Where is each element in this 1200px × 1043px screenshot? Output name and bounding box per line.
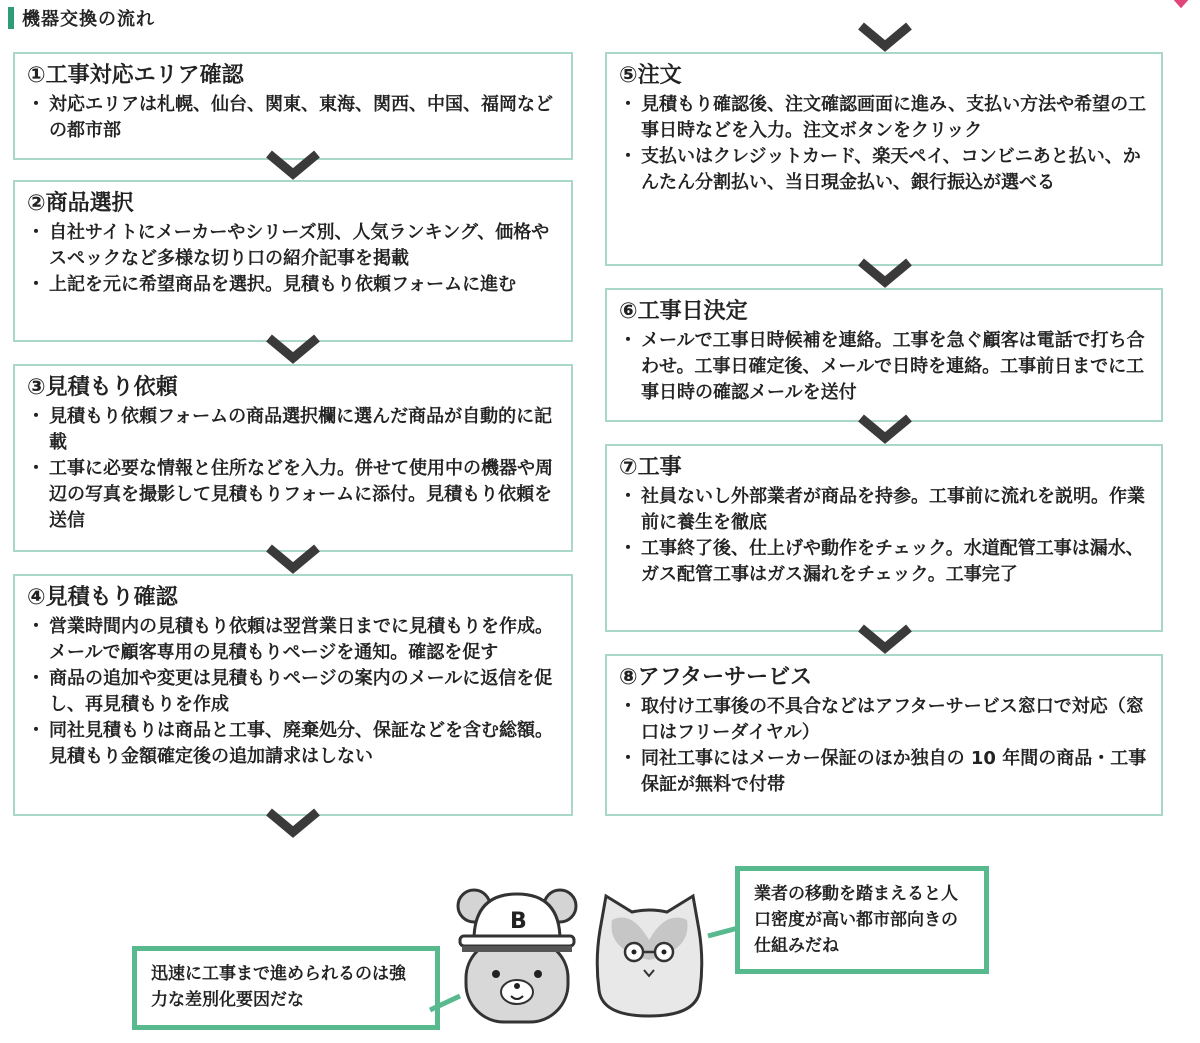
step-4-box	[13, 574, 573, 816]
step-title: ④見積もり確認	[27, 585, 178, 610]
chevron-down-icon	[855, 258, 915, 288]
step-1-box	[13, 52, 573, 160]
step-title: ⑧アフターサービス	[619, 665, 813, 690]
bear-cap-letter: B	[510, 909, 527, 934]
chevron-down-icon	[263, 544, 323, 574]
chevron-down-icon	[855, 624, 915, 654]
bear-speech-text: 迅速に工事まで進められるのは強力な差別化要因だな	[151, 964, 406, 1010]
chevron-down-icon	[263, 150, 323, 180]
step-5-box	[605, 52, 1163, 266]
cat-speech-bubble	[735, 866, 989, 974]
step-bullet: ・ 工事終了後、仕上げや動作をチェック。水道配管工事は漏水、ガス配管工事はガス漏れをチェック。工事完了	[619, 536, 1149, 588]
step-bullet: ・ 見積もり確認後、注文確認画面に進み、支払い方法や希望の工事日時などを入力。注文ボタンをクリック	[619, 92, 1149, 144]
title-text: 機器交換の流れ	[22, 9, 155, 30]
chevron-down-icon	[263, 808, 323, 838]
step-bullet: ・ 同社工事にはメーカー保証のほか独自の 10 年間の商品・工事保証が無料で付帯	[619, 746, 1149, 798]
cat-bubble-tail	[706, 924, 740, 940]
step-bullet: ・ 見積もり依頼フォームの商品選択欄に選んだ商品が自動的に記載	[27, 404, 559, 456]
chevron-down-icon	[855, 414, 915, 444]
step-bullet: ・ 取付け工事後の不具合などはアフターサービス窓口で対応（窓口はフリーダイヤル）	[619, 694, 1149, 746]
step-bullet: ・ 商品の追加や変更は見積もりページの案内のメールに返信を促し、再見積もりを作成	[27, 666, 559, 718]
step-7-box	[605, 444, 1163, 632]
cat-character-icon	[592, 890, 707, 1020]
step-bullet: ・ 上記を元に希望商品を選択。見積もり依頼フォームに進む	[27, 272, 559, 298]
title-accent-bar	[8, 7, 14, 29]
step-bullet: ・ 工事に必要な情報と住所などを入力。併せて使用中の機器や周辺の写真を撮影して見積もりフォームに添付。見積もり依頼を送信	[27, 456, 559, 534]
step-bullet: ・ 対応エリアは札幌、仙台、関東、東海、関西、中国、福岡などの都市部	[27, 92, 559, 144]
step-title: ⑥工事日決定	[619, 299, 748, 324]
step-6-box	[605, 288, 1163, 422]
heart-icon	[1172, 0, 1190, 10]
step-title: ⑤注文	[619, 63, 682, 88]
bear-speech-bubble	[132, 946, 440, 1030]
step-bullet: ・ 同社見積もりは商品と工事、廃棄処分、保証などを含む総額。見積もり金額確定後の追加請求はしない	[27, 718, 559, 770]
chevron-down-icon	[263, 334, 323, 364]
step-bullet: ・ 社員ないし外部業者が商品を持参。工事前に流れを説明。作業前に養生を徹底	[619, 484, 1149, 536]
section-title	[8, 4, 155, 32]
chevron-down-icon	[855, 22, 915, 52]
step-title: ⑦工事	[619, 455, 682, 480]
step-2-box	[13, 180, 573, 342]
step-bullet: ・ 自社サイトにメーカーやシリーズ別、人気ランキング、価格やスペックなど多様な切り口の紹介記事を掲載	[27, 220, 559, 272]
bear-bubble-tail	[428, 992, 464, 1014]
step-bullet: ・ メールで工事日時候補を連絡。工事を急ぐ顧客は電話で打ち合わせ。工事日確定後、メールで日時を連絡。工事前日までに工事日時の確認メールを送付	[619, 328, 1149, 406]
cat-speech-text: 業者の移動を踏まえると人口密度が高い都市部向きの仕組みだね	[754, 884, 958, 956]
bear-character-icon	[452, 880, 582, 1030]
step-title: ②商品選択	[27, 191, 134, 216]
step-8-box	[605, 654, 1163, 816]
step-title: ③見積もり依頼	[27, 375, 178, 400]
step-title: ①工事対応エリア確認	[27, 63, 244, 88]
step-bullet: ・ 営業時間内の見積もり依頼は翌営業日までに見積もりを作成。メールで顧客専用の見積もりページを通知。確認を促す	[27, 614, 559, 666]
step-3-box	[13, 364, 573, 552]
step-bullet: ・ 支払いはクレジットカード、楽天ペイ、コンビニあと払い、かんたん分割払い、当日現金払い、銀行振込が選べる	[619, 144, 1149, 196]
